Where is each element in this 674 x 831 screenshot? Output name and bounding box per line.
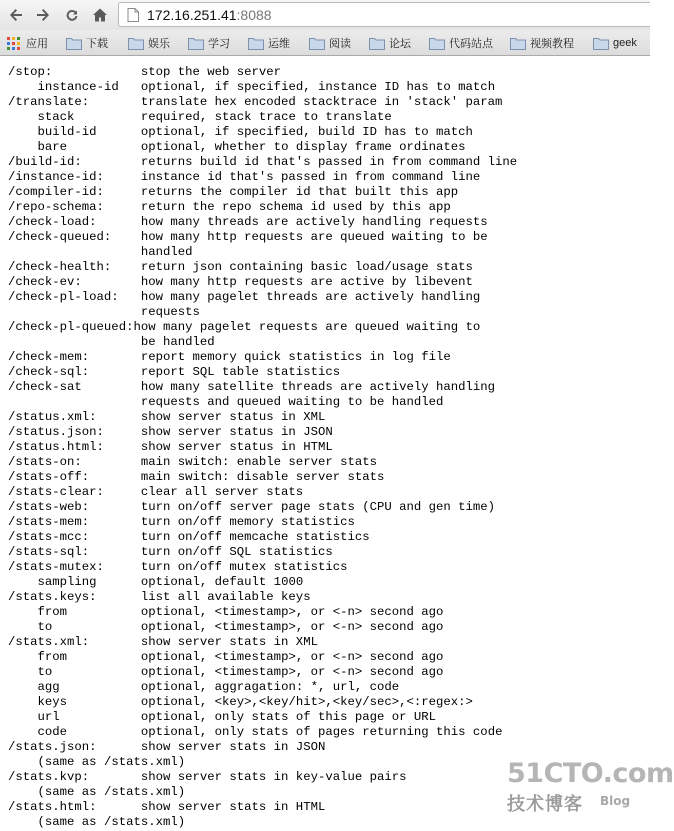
browser-toolbar (0, 0, 650, 30)
help-line (8, 530, 517, 545)
endpoint-path: /check-load: (8, 215, 97, 229)
endpoint-path: /stats-clear: (8, 485, 104, 499)
help-sub-line (8, 140, 517, 155)
watermark-site-name: 51CTO.com (507, 758, 674, 789)
endpoint-description: show server stats in key-value pairs (140, 770, 407, 784)
endpoint-description: optional, whether to display frame ordinates (140, 140, 466, 154)
folder-icon (510, 37, 526, 50)
endpoint-description: clear all server stats (140, 485, 304, 499)
endpoint-description: turn on/off SQL statistics (140, 545, 333, 559)
endpoint-description: show server status in HTML (140, 440, 333, 454)
endpoint-path: /translate: (8, 95, 90, 109)
bookmark-folder-forum[interactable] (369, 34, 411, 52)
endpoint-description: optional, <timestamp>, or <-n> second ago (140, 665, 444, 679)
param-name: instance-id (37, 80, 119, 94)
help-sub-line (8, 815, 517, 830)
help-line (8, 65, 517, 80)
endpoint-path: /check-pl-queued: (8, 320, 134, 334)
endpoint-description: returns build id that's passed in from command line (140, 155, 518, 169)
site-watermark (505, 758, 674, 818)
bookmark-label: 运维 (268, 38, 290, 50)
address-bar[interactable] (118, 2, 650, 27)
help-line (8, 545, 517, 560)
endpoint-path: /check-pl-load: (8, 290, 119, 304)
help-sub-line (8, 755, 517, 770)
help-line (8, 185, 517, 200)
folder-icon (369, 37, 385, 50)
endpoint-description: show server status in XML (140, 410, 326, 424)
help-sub-line (8, 110, 517, 125)
param-name: agg (37, 680, 60, 694)
endpoint-path: /status.xml: (8, 410, 97, 424)
help-line (8, 260, 517, 275)
endpoint-description: requests (140, 305, 200, 319)
param-name: keys (37, 695, 68, 709)
endpoint-path: /status.html: (8, 440, 104, 454)
forward-button[interactable] (32, 4, 54, 26)
help-line (8, 290, 517, 305)
endpoint-path: /stats-mem: (8, 515, 90, 529)
param-name: build-id (37, 125, 97, 139)
endpoint-description: turn on/off memcache statistics (140, 530, 370, 544)
help-line (8, 770, 517, 785)
endpoint-path: /check-queued: (8, 230, 112, 244)
endpoint-path: /stats.xml: (8, 635, 90, 649)
endpoint-description: optional, aggragation: *, url, code (140, 680, 400, 694)
help-line (8, 320, 517, 335)
endpoint-description: returns the compiler id that built this app (140, 185, 459, 199)
endpoint-path: /stats.kvp: (8, 770, 90, 784)
endpoint-path: /stats-mutex: (8, 560, 104, 574)
help-line (8, 305, 517, 320)
bookmark-label: 视频教程 (530, 38, 574, 50)
folder-icon (66, 37, 82, 50)
home-button[interactable] (89, 4, 111, 26)
help-sub-line (8, 575, 517, 590)
reload-icon (64, 7, 80, 23)
watermark-tech-blog: 技术博客 (507, 794, 583, 815)
bookmark-folder-study[interactable] (188, 34, 230, 52)
param-name: to (37, 665, 53, 679)
param-name: (same as /stats.xml) (37, 785, 186, 799)
help-line (8, 245, 517, 260)
bookmark-folder-video-tutorials[interactable] (510, 34, 574, 52)
apps-grid-icon (7, 37, 20, 50)
help-line (8, 410, 517, 425)
help-sub-line (8, 605, 517, 620)
endpoint-description: how many pagelet requests are queued waiting to (133, 320, 481, 334)
endpoint-description: turn on/off memory statistics (140, 515, 355, 529)
bookmarks-bar (0, 30, 650, 56)
help-line (8, 515, 517, 530)
help-line (8, 425, 517, 440)
param-name: to (37, 620, 53, 634)
help-line (8, 740, 517, 755)
help-line (8, 500, 517, 515)
endpoint-description: optional, if specified, instance ID has to match (140, 80, 496, 94)
page-icon (127, 8, 139, 22)
endpoint-path: /check-sql: (8, 365, 90, 379)
help-line (8, 395, 517, 410)
endpoint-path: /stats-sql: (8, 545, 90, 559)
help-sub-line (8, 785, 517, 800)
help-line (8, 275, 517, 290)
endpoint-description: main switch: disable server stats (140, 470, 385, 484)
endpoint-description: how many http requests are active by libevent (140, 275, 473, 289)
endpoint-path: /stats.keys: (8, 590, 97, 604)
help-sub-line (8, 650, 517, 665)
bookmark-apps[interactable] (7, 34, 48, 52)
help-sub-line (8, 695, 517, 710)
endpoint-description: show server status in JSON (140, 425, 333, 439)
bookmark-label: 学习 (208, 38, 230, 50)
endpoint-path: /check-health: (8, 260, 112, 274)
bookmark-label: geek (613, 37, 637, 49)
help-line (8, 560, 517, 575)
endpoint-description: translate hex encoded stacktrace in 'stack' param (140, 95, 503, 109)
param-name: from (37, 605, 68, 619)
help-sub-line (8, 725, 517, 740)
endpoint-description: stop the web server (140, 65, 282, 79)
bookmark-label: 下载 (86, 38, 108, 50)
bookmark-label: 阅读 (329, 38, 351, 50)
help-line (8, 215, 517, 230)
help-line (8, 635, 517, 650)
help-line (8, 590, 517, 605)
param-name: (same as /stats.xml) (37, 815, 186, 829)
bookmark-folder-entertainment[interactable] (128, 34, 170, 52)
bookmark-folder-download[interactable] (66, 34, 108, 52)
endpoint-description: return json containing basic load/usage stats (140, 260, 473, 274)
endpoint-description: requests and queued waiting to be handled (140, 395, 444, 409)
help-sub-line (8, 665, 517, 680)
endpoint-description: how many threads are actively handling requests (140, 215, 488, 229)
bookmark-label: 娱乐 (148, 38, 170, 50)
help-line (8, 485, 517, 500)
endpoint-description: handled (140, 245, 193, 259)
help-line (8, 455, 517, 470)
bookmark-folder-ops[interactable] (248, 34, 290, 52)
folder-icon (593, 37, 609, 50)
bookmark-label: 应用 (26, 38, 48, 50)
endpoint-description: how many pagelet threads are actively handling (140, 290, 481, 304)
endpoint-description: return the repo schema id used by this app (140, 200, 451, 214)
endpoint-path: /stats-mcc: (8, 530, 90, 544)
endpoint-description: optional, <timestamp>, or <-n> second ago (140, 620, 444, 634)
endpoint-description: how many http requests are queued waiting to be (140, 230, 488, 244)
help-sub-line (8, 620, 517, 635)
url-port: :8088 (236, 6, 272, 23)
endpoint-description: optional, <key>,<key/hit>,<key/sec>,<:regex:> (140, 695, 473, 709)
help-line (8, 230, 517, 245)
folder-icon (429, 37, 445, 50)
help-sub-line (8, 710, 517, 725)
endpoint-path: /stats-web: (8, 500, 90, 514)
endpoint-description: report memory quick statistics in log file (140, 350, 451, 364)
help-sub-line (8, 80, 517, 95)
bookmark-folder-reading[interactable] (309, 34, 351, 52)
watermark-blog: Blog (600, 794, 631, 808)
folder-icon (188, 37, 204, 50)
bookmark-folder-code-sites[interactable] (429, 34, 493, 52)
param-name: from (37, 650, 68, 664)
param-name: (same as /stats.xml) (37, 755, 186, 769)
endpoint-description: report SQL table statistics (140, 365, 341, 379)
help-line (8, 200, 517, 215)
back-button[interactable] (5, 4, 27, 26)
endpoint-help-text (8, 65, 517, 830)
endpoint-description: show server stats in HTML (140, 800, 326, 814)
endpoint-path: /check-ev: (8, 275, 82, 289)
param-name: sampling (37, 575, 97, 589)
endpoint-description: turn on/off mutex statistics (140, 560, 348, 574)
endpoint-description: required, stack trace to translate (140, 110, 392, 124)
help-line (8, 440, 517, 455)
bookmark-label: 论坛 (389, 38, 411, 50)
endpoint-path: /repo-schema: (8, 200, 104, 214)
folder-icon (128, 37, 144, 50)
endpoint-description: main switch: enable server stats (140, 455, 377, 469)
endpoint-description: instance id that's passed in from command line (140, 170, 481, 184)
endpoint-path: /check-sat (8, 380, 82, 394)
bookmark-folder-geek[interactable] (593, 34, 637, 52)
help-sub-line (8, 125, 517, 140)
bookmark-label: 代码站点 (449, 38, 493, 50)
help-line (8, 95, 517, 110)
url-host: 172.16.251.41 (147, 6, 237, 23)
reload-button[interactable] (61, 4, 83, 26)
help-line (8, 365, 517, 380)
endpoint-description: optional, only stats of pages returning this code (140, 725, 503, 739)
folder-icon (248, 37, 264, 50)
endpoint-path: /check-mem: (8, 350, 90, 364)
home-icon (92, 7, 108, 23)
param-name: url (37, 710, 60, 724)
help-sub-line (8, 680, 517, 695)
back-arrow-icon (8, 7, 24, 23)
param-name: code (37, 725, 68, 739)
endpoint-description: show server stats in JSON (140, 740, 326, 754)
endpoint-description: optional, only stats of this page or URL (140, 710, 437, 724)
forward-arrow-icon (35, 7, 51, 23)
endpoint-description: optional, <timestamp>, or <-n> second ago (140, 605, 444, 619)
endpoint-description: show server stats in XML (140, 635, 318, 649)
endpoint-description: list all available keys (140, 590, 311, 604)
endpoint-path: /instance-id: (8, 170, 104, 184)
help-line (8, 800, 517, 815)
endpoint-path: /stats.html: (8, 800, 97, 814)
endpoint-path: /stats.json: (8, 740, 97, 754)
endpoint-path: /status.json: (8, 425, 104, 439)
help-line (8, 155, 517, 170)
endpoint-description: optional, <timestamp>, or <-n> second ago (140, 650, 444, 664)
endpoint-description: how many satellite threads are actively handling (140, 380, 496, 394)
endpoint-description: optional, default 1000 (140, 575, 304, 589)
endpoint-path: /stats-off: (8, 470, 90, 484)
param-name: stack (37, 110, 75, 124)
endpoint-description: turn on/off server page stats (CPU and gen time) (140, 500, 496, 514)
endpoint-path: /stop: (8, 65, 53, 79)
endpoint-path: /stats-on: (8, 455, 82, 469)
help-line (8, 170, 517, 185)
endpoint-description: optional, if specified, build ID has to match (140, 125, 473, 139)
help-line (8, 335, 517, 350)
help-line (8, 470, 517, 485)
help-line (8, 350, 517, 365)
endpoint-description: be handled (140, 335, 215, 349)
endpoint-path: /compiler-id: (8, 185, 104, 199)
folder-icon (309, 37, 325, 50)
help-line (8, 380, 517, 395)
endpoint-path: /build-id: (8, 155, 82, 169)
param-name: bare (37, 140, 68, 154)
